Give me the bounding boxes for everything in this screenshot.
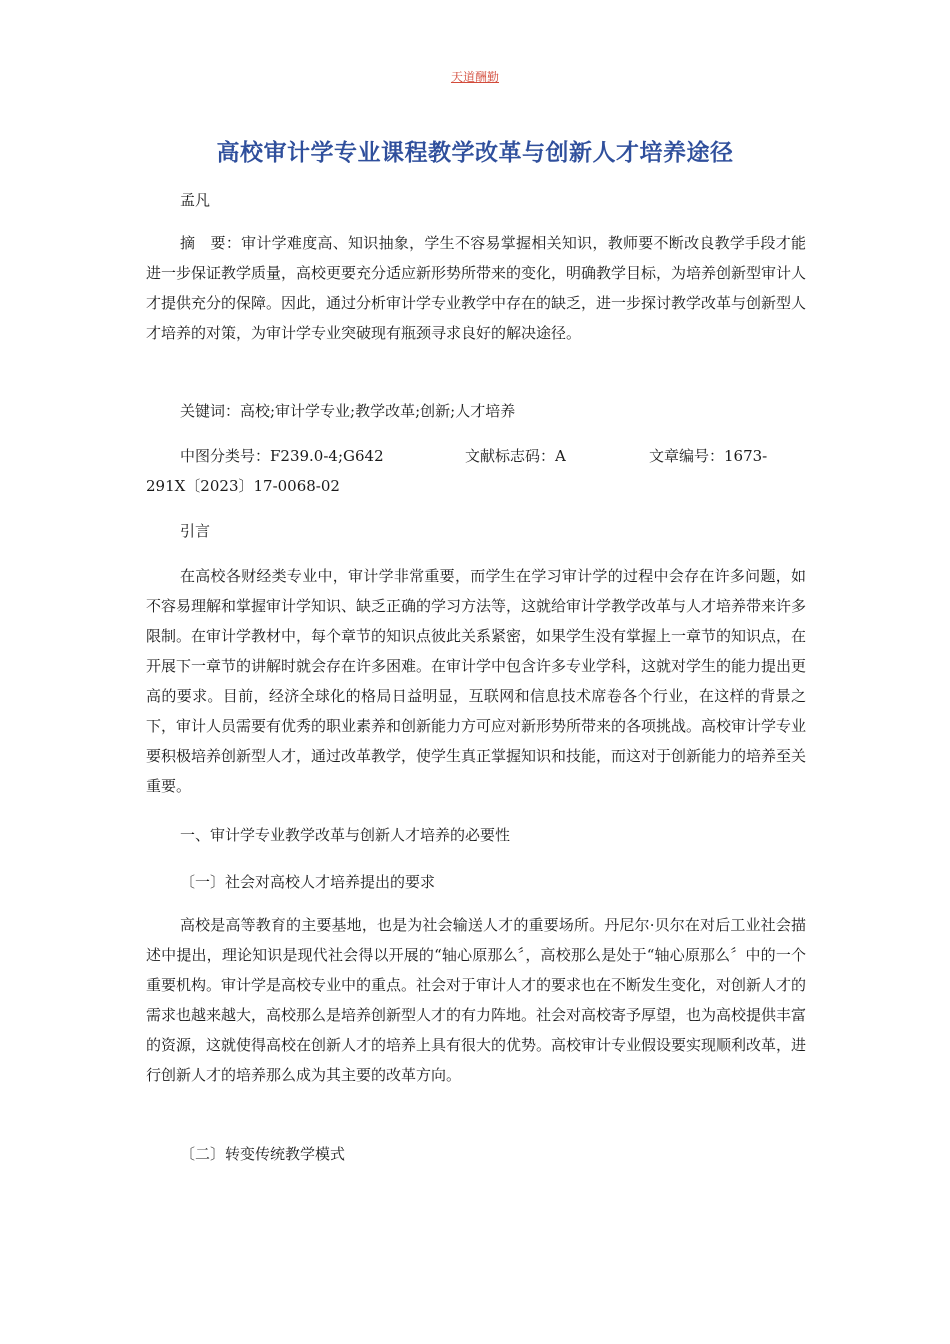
author-name: 孟凡: [180, 191, 211, 209]
article-number-part2: 291X〔2023〕17-0068-02: [146, 477, 340, 495]
article-number-part1: 文章编号：1673-: [649, 447, 768, 465]
section1-heading: 一、审计学专业教学改革与创新人才培养的必要性: [180, 826, 511, 844]
classification-block: [146, 441, 806, 501]
header-link[interactable]: 天道酬勤: [450, 70, 499, 84]
intro-heading: 引言: [180, 522, 211, 540]
clc-number: 中图分类号：F239.0-4;G642: [180, 447, 384, 465]
keywords-line: 关键词：高校;审计学专业;教学改革;创新;人才培养: [180, 402, 516, 420]
article-title: 高校审计学专业课程教学改革与创新人才培养途径: [216, 139, 734, 166]
subsection1-paragraph: 高校是高等教育的主要基地，也是为社会输送人才的重要场所。丹尼尔·贝尔在对后工业社会描述中提出，理论知识是现代社会得以开展的“轴心原那么〞，高校那么是处于“轴心原那么〞中的一个重要机构。审计学是高校专业中的重点。社会对于审计人才的要求也在不断发生变化，对创新人才的需求也越来越大，高校那么是培养创新型人才的有力阵地。社会对高校寄予厚望，也为高校提供丰富的资源，这就使得高校在创新人才的培养上具有很大的优势。高校审计专业假设要实现顺利改革，进行创新人才的培养那么成为其主要的改革方向。: [146, 916, 807, 1084]
document-code: 文献标志码：A: [465, 447, 566, 465]
intro-paragraph: 在高校各财经类专业中，审计学非常重要，而学生在学习审计学的过程中会存在许多问题，如不容易理解和掌握审计学知识、缺乏正确的学习方法等，这就给审计学教学改革与人才培养带来许多限制。在审计学教材中，每个章节的知识点彼此关系紧密，如果学生没有掌握上一章节的知识点，在开展下一章节的讲解时就会存在许多困难。在审计学中包含许多专业学科，这就对学生的能力提出更高的要求。目前，经济全球化的格局日益明显，互联网和信息技术席卷各个行业，在这样的背景之下，审计人员需要有优秀的职业素养和创新能力方可应对新形势所带来的各项挑战。高校审计学专业要积极培养创新型人才，通过改革教学，使学生真正掌握知识和技能，而这对于创新能力的培养至关重要。: [146, 567, 807, 795]
subsection1-heading: 〔一〕社会对高校人才培养提出的要求: [180, 873, 436, 891]
subsection2-heading: 〔二〕转变传统教学模式: [180, 1145, 346, 1163]
abstract-paragraph: 摘 要：审计学难度高、知识抽象，学生不容易掌握相关知识，教师要不断改良教学手段才能进一步保证教学质量，高校更要充分适应新形势所带来的变化，明确教学目标，为培养创新型审计人才提供充分的保障。因此，通过分析审计学专业教学中存在的缺乏，进一步探讨教学改革与创新型人才培养的对策，为审计学专业突破现有瓶颈寻求良好的解决途径。: [146, 234, 807, 342]
